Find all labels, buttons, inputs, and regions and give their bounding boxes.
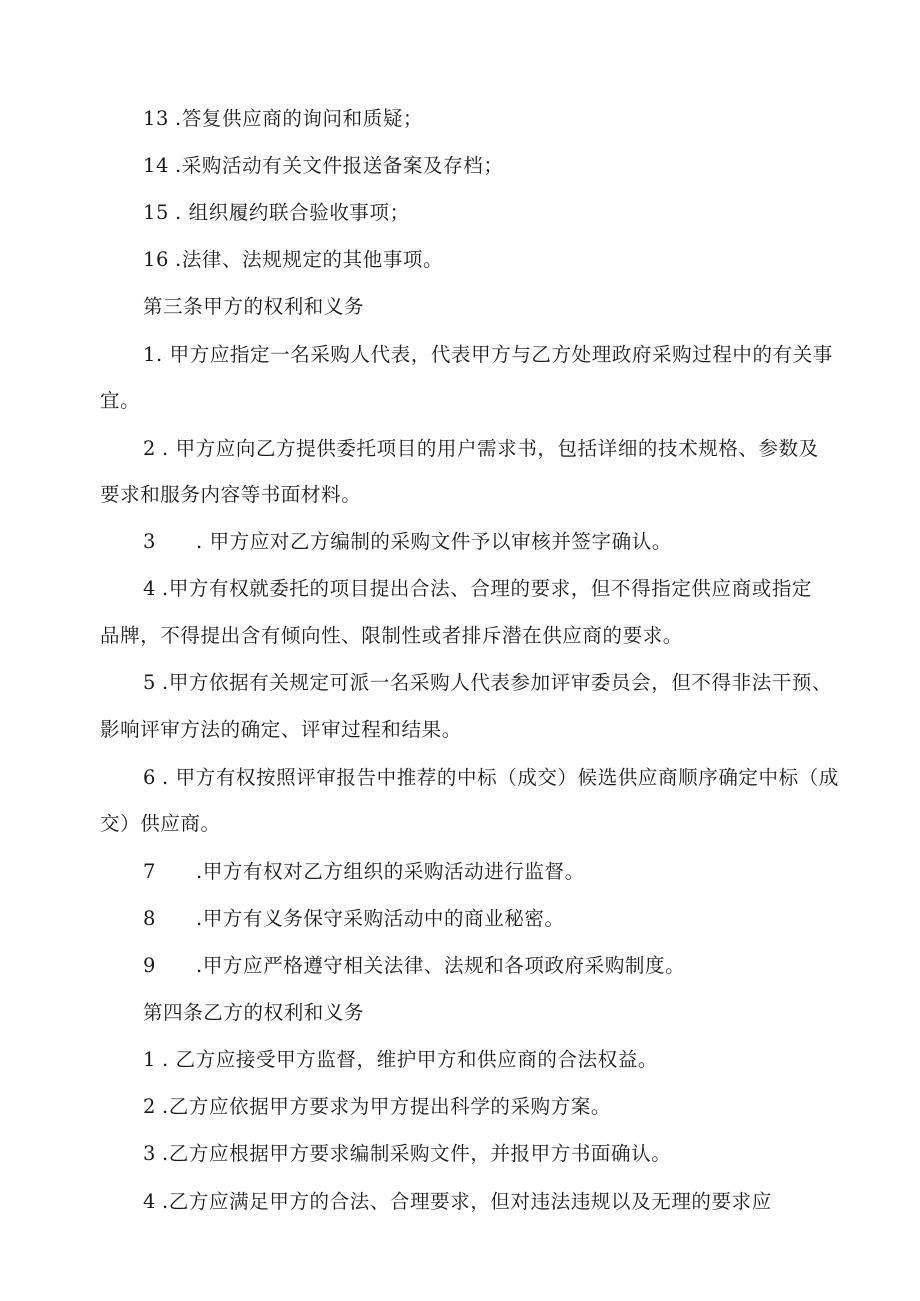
list-item (143, 671, 832, 695)
item-text: . 甲方应对乙方编制的采购文件予以审核并签字确认。 (196, 530, 672, 553)
item-number: 4 (143, 577, 157, 600)
item-text: . 甲方应向乙方提供委托项目的用户需求书，包括详细的技术规格、参数及 (162, 437, 819, 460)
item-text: .甲方应严格遵守相关法律、法规和各项政府采购制度。 (196, 954, 686, 977)
item-text: .甲方有义务保守采购活动中的商业秘密。 (196, 907, 565, 930)
item-continuation: 宜。 (100, 389, 141, 412)
item-number: 4 (143, 1190, 157, 1213)
article-heading: 第四条乙方的权利和义务 (143, 1001, 365, 1024)
list-item (143, 907, 565, 931)
list-item (143, 437, 819, 461)
article-heading: 第三条甲方的权利和义务 (143, 295, 365, 318)
list-item (143, 343, 833, 367)
item-number: 13 (143, 107, 170, 130)
item-number: 15 (143, 201, 170, 224)
item-text: .甲方依据有关规定可派一名采购人代表参加评审委员会，但不得非法干预、 (162, 671, 833, 694)
list-item (143, 1190, 772, 1214)
list-item (143, 530, 672, 554)
list-item (143, 577, 812, 601)
list-item (143, 1048, 658, 1072)
item-number: 16 (143, 248, 170, 271)
item-continuation: 影响评审方法的确定、评审过程和结果。 (100, 718, 462, 741)
list-item (143, 1142, 671, 1166)
list-item (143, 107, 423, 131)
item-number: 7 (143, 860, 157, 883)
item-text: .乙方应满足甲方的合法、合理要求，但对违法违规以及无理的要求应 (162, 1190, 772, 1213)
item-text: . 甲方有权按照评审报告中推荐的中标（成交）候选供应商顺序确定中标（成 (162, 766, 839, 789)
item-number: 3 (143, 1142, 157, 1165)
list-item (143, 154, 503, 178)
item-number: 2 (143, 437, 157, 460)
list-item (143, 954, 685, 978)
item-number: 14 (143, 154, 170, 177)
item-number: 2 (143, 1095, 157, 1118)
item-continuation: 交）供应商。 (100, 812, 221, 835)
item-text: .采购活动有关文件报送备案及存档； (175, 154, 504, 177)
item-text: . 组织履约联合验收事项； (175, 201, 410, 224)
item-number: 3 (143, 530, 157, 553)
item-number: 1 (143, 343, 157, 366)
item-text: .法律、法规规定的其他事项。 (175, 248, 444, 271)
item-number: 5 (143, 671, 157, 694)
list-item (143, 248, 443, 272)
item-number: 9 (143, 954, 157, 977)
item-text: . 乙方应接受甲方监督，维护甲方和供应商的合法权益。 (162, 1048, 659, 1071)
item-text: . 甲方应指定一名采购人代表，代表甲方与乙方处理政府采购过程中的有关事 (156, 343, 833, 366)
item-number: 1 (143, 1048, 157, 1071)
list-item (143, 201, 410, 225)
item-text: .乙方应根据甲方要求编制采购文件，并报甲方书面确认。 (162, 1142, 672, 1165)
item-continuation: 品牌，不得提出含有倾向性、限制性或者排斥潜在供应商的要求。 (100, 624, 683, 647)
item-number: 6 (143, 766, 157, 789)
item-text: .甲方有权就委托的项目提出合法、合理的要求，但不得指定供应商或指定 (162, 577, 813, 600)
item-continuation: 要求和服务内容等书面材料。 (100, 483, 362, 506)
item-text: .乙方应依据甲方要求为甲方提出科学的采购方案。 (162, 1095, 612, 1118)
list-item (143, 1095, 611, 1119)
item-number: 8 (143, 907, 157, 930)
list-item (143, 766, 839, 790)
item-text: .甲方有权对乙方组织的采购活动进行监督。 (196, 860, 585, 883)
list-item (143, 860, 585, 884)
item-text: .答复供应商的询问和质疑； (175, 107, 424, 130)
